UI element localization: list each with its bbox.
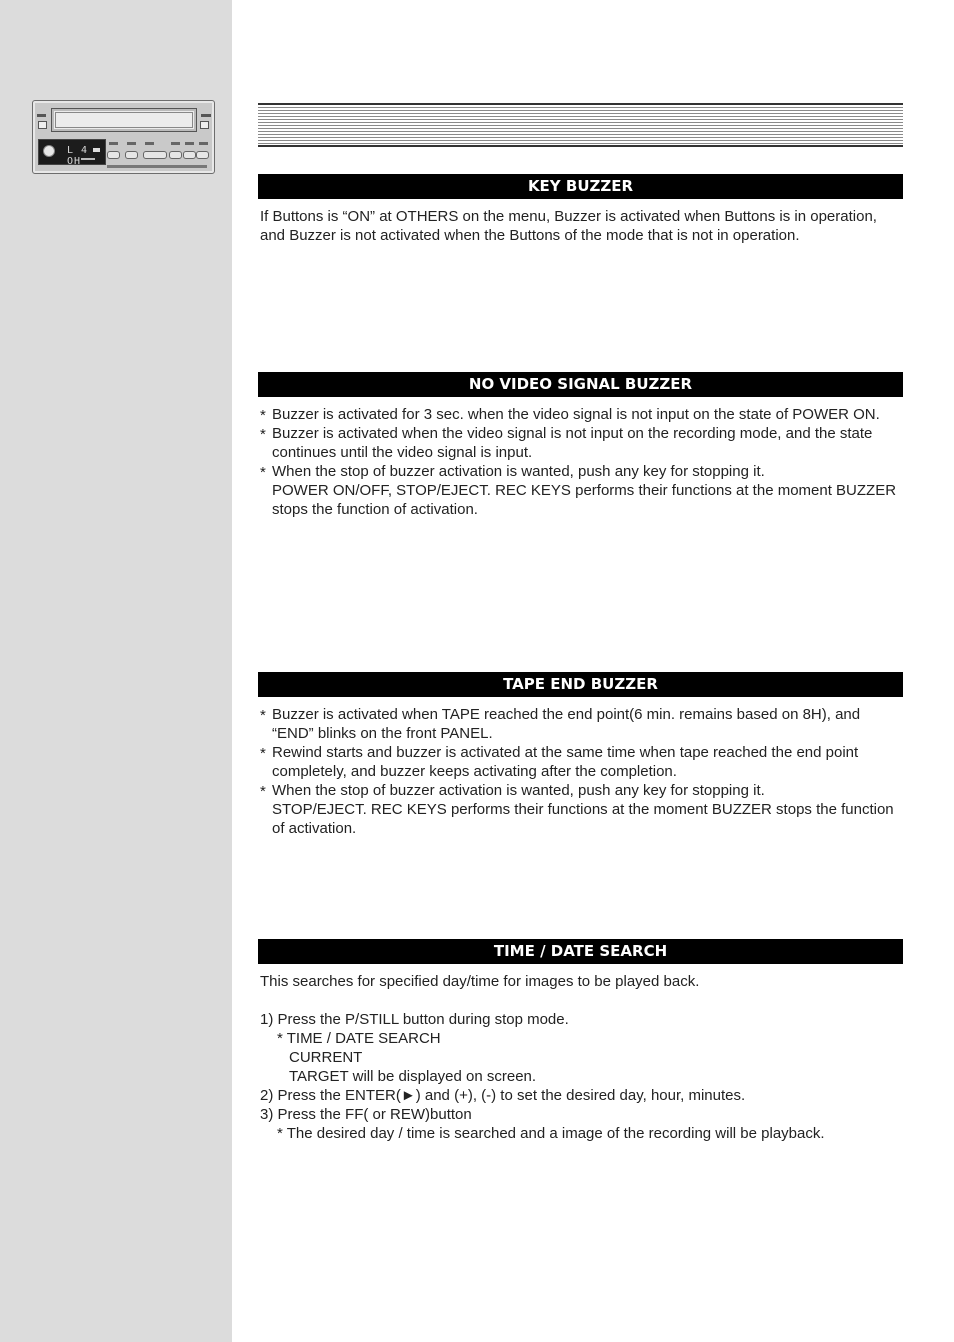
tape-end-text	[260, 705, 900, 838]
step-item: 2) Press the ENTER(►) and (+), (-) to set the desired day, hour, minutes.	[260, 1087, 746, 1104]
paragraph: This searches for specified day/time for images to be played back.	[260, 973, 700, 990]
bullet-continuation: completely, and buzzer keeps activating after the completion.	[272, 763, 677, 780]
vcr-label-mark	[201, 114, 211, 117]
vcr-display-digits: L 4 OH	[67, 145, 89, 167]
vcr-display	[38, 139, 106, 165]
sidebar-panel	[0, 0, 232, 1342]
time-date-search-text	[260, 972, 900, 1143]
bullet-continuation: POWER ON/OFF, STOP/EJECT. REC KEYS performs their functions at the moment BUZZER	[272, 482, 897, 499]
header-rule	[258, 103, 903, 147]
bullet-continuation: STOP/EJECT. REC KEYS performs their functions at the moment BUZZER stops the function	[272, 801, 894, 818]
vcr-bottom-strip	[107, 165, 207, 168]
bullet-item: * When the stop of buzzer activation is wanted, push any key for stopping it.	[260, 781, 900, 800]
bullet-item: * Rewind starts and buzzer is activated at the same time when tape reached the end point	[260, 743, 900, 762]
section-title-key-buzzer: KEY BUZZER	[258, 174, 903, 199]
bullet-item: * Buzzer is activated when the video signal is not input on the recording mode, and the state	[260, 424, 900, 443]
vcr-label-mark	[37, 114, 46, 117]
vcr-device-illustration	[32, 100, 215, 174]
section-title-time-date-search: TIME / DATE SEARCH	[258, 939, 903, 964]
bullet-continuation: stops the function of activation.	[272, 501, 478, 518]
vcr-tape-slot	[51, 108, 197, 132]
vcr-display-sub	[81, 158, 95, 160]
section-title-no-video-signal-buzzer: NO VIDEO SIGNAL BUZZER	[258, 372, 903, 397]
section-title-tape-end-buzzer: TAPE END BUZZER	[258, 672, 903, 697]
step-item: 3) Press the FF( or REW)button	[260, 1106, 472, 1123]
power-icon	[43, 145, 55, 157]
bullet-item: * When the stop of buzzer activation is wanted, push any key for stopping it.	[260, 462, 900, 481]
step-note: CURRENT	[289, 1049, 363, 1066]
step-note: TARGET will be displayed on screen.	[289, 1068, 537, 1085]
bullet-continuation: continues until the video signal is input.	[272, 444, 533, 461]
no-video-signal-text	[260, 405, 900, 519]
step-note: * The desired day / time is searched and a image of the recording will be playback.	[277, 1125, 825, 1142]
vcr-right-button	[200, 121, 209, 129]
paragraph: If Buttons is “ON” at OTHERS on the menu, Buzzer is activated when Buttons is in operation, and Buzzer is not activated when the Buttons of the mode that is not in operation.	[260, 208, 877, 244]
key-buzzer-text	[260, 207, 900, 245]
bullet-item: * Buzzer is activated when TAPE reached the end point(6 min. remains based on 8H), and	[260, 705, 900, 724]
step-note: * TIME / DATE SEARCH	[277, 1030, 441, 1047]
bullet-continuation: of activation.	[272, 820, 357, 837]
vcr-display-badge	[93, 148, 100, 152]
vcr-control-buttons	[107, 139, 207, 167]
bullet-item: * Buzzer is activated for 3 sec. when the video signal is not input on the state of POWER ON.	[260, 405, 900, 424]
step-item: 1) Press the P/STILL button during stop mode.	[260, 1011, 569, 1028]
vcr-left-button	[38, 121, 47, 129]
bullet-continuation: “END” blinks on the front PANEL.	[272, 725, 493, 742]
